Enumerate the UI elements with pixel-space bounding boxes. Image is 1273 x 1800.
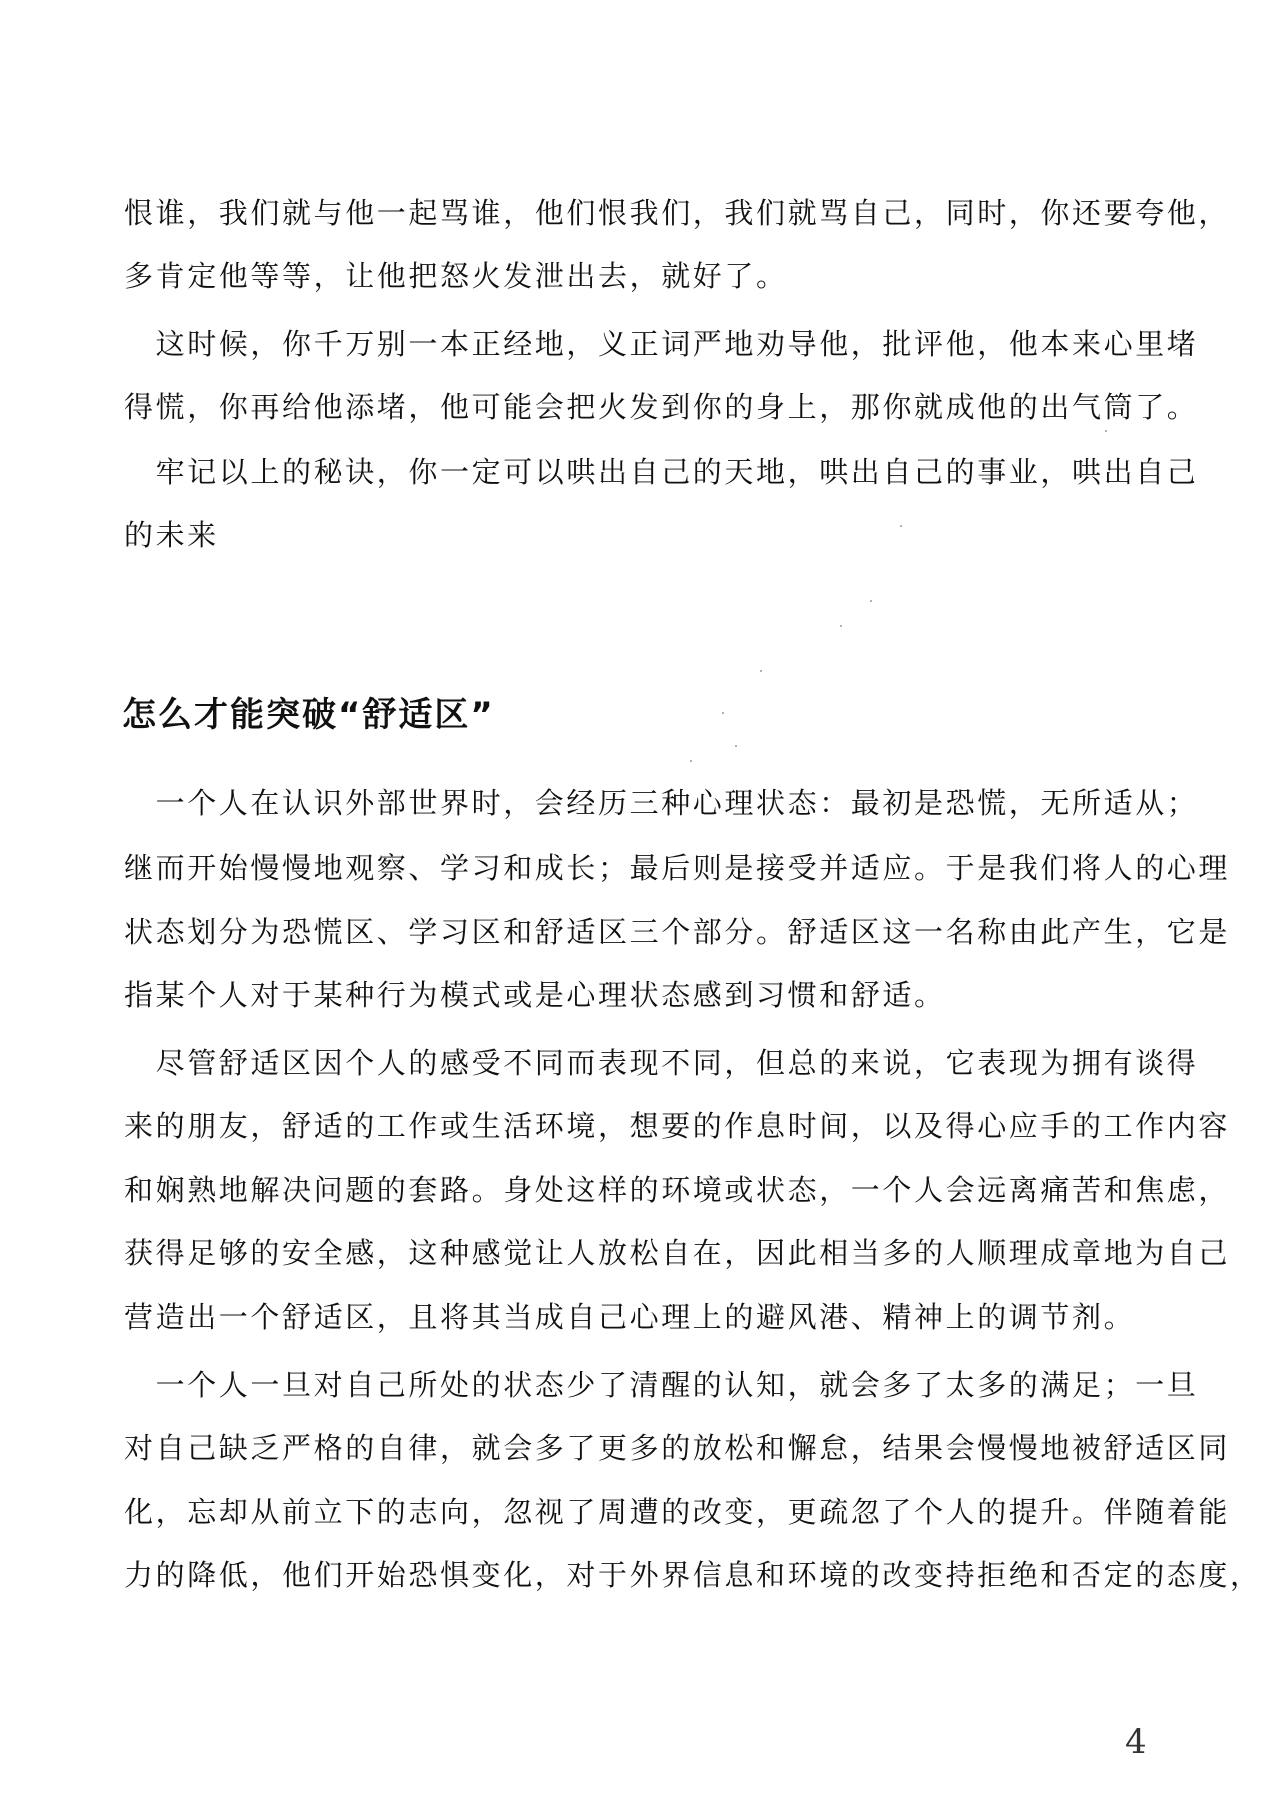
text-line: 这时候，你千万别一本正经地，义正词严地劝导他，批评他，他本来心里堵 xyxy=(124,327,1199,361)
page-number: 4 xyxy=(1125,1722,1147,1762)
text-line: 牢记以上的秘诀，你一定可以哄出自己的天地，哄出自己的事业，哄出自己 xyxy=(124,455,1199,489)
scan-speck xyxy=(760,670,762,672)
text-line: 状态划分为恐慌区、学习区和舒适区三个部分。舒适区这一名称由此产生，它是 xyxy=(124,915,1231,949)
text-line: 获得足够的安全感，这种感觉让人放松自在，因此相当多的人顺理成章地为自己 xyxy=(124,1236,1231,1270)
section-heading: 怎么才能突破“舒适区” xyxy=(122,695,495,735)
scan-speck xyxy=(735,745,737,747)
text-line: 化，忘却从前立下的志向，忽视了周遭的改变，更疏忽了个人的提升。伴随着能 xyxy=(124,1495,1231,1529)
text-line: 恨谁，我们就与他一起骂谁，他们恨我们，我们就骂自己，同时，你还要夸他， xyxy=(124,196,1231,230)
text-line: 指某个人对于某种行为模式或是心理状态感到习惯和舒适。 xyxy=(124,978,946,1012)
text-line: 多肯定他等等，让他把怒火发泄出去，就好了。 xyxy=(124,259,788,293)
scan-speck xyxy=(722,712,724,714)
text-line: 和娴熟地解决问题的套路。身处这样的环境或状态，一个人会远离痛苦和焦虑， xyxy=(124,1173,1231,1207)
scan-speck xyxy=(1105,430,1107,432)
scan-speck xyxy=(690,760,692,762)
text-line: 来的朋友，舒适的工作或生活环境，想要的作息时间，以及得心应手的工作内容 xyxy=(124,1109,1231,1143)
text-line: 一个人在认识外部世界时，会经历三种心理状态：最初是恐慌，无所适从； xyxy=(124,786,1199,820)
text-line: 继而开始慢慢地观察、学习和成长；最后则是接受并适应。于是我们将人的心理 xyxy=(124,851,1231,885)
text-line: 对自己缺乏严格的自律，就会多了更多的放松和懈怠，结果会慢慢地被舒适区同 xyxy=(124,1431,1231,1465)
scan-speck xyxy=(840,625,842,627)
text-line: 尽管舒适区因个人的感受不同而表现不同，但总的来说，它表现为拥有谈得 xyxy=(124,1046,1199,1080)
scan-speck xyxy=(870,600,872,602)
text-line: 营造出一个舒适区，且将其当成自己心理上的避风港、精神上的调节剂。 xyxy=(124,1300,1136,1334)
text-line: 的未来 xyxy=(124,518,219,552)
scan-speck xyxy=(900,525,902,527)
text-line: 一个人一旦对自己所处的状态少了清醒的认知，就会多了太多的满足；一旦 xyxy=(124,1368,1199,1402)
text-line: 力的降低，他们开始恐惧变化，对于外界信息和环境的改变持拒绝和否定的态度， xyxy=(124,1558,1262,1592)
text-line: 得慌，你再给他添堵，他可能会把火发到你的身上，那你就成他的出气筒了。 xyxy=(124,390,1199,424)
